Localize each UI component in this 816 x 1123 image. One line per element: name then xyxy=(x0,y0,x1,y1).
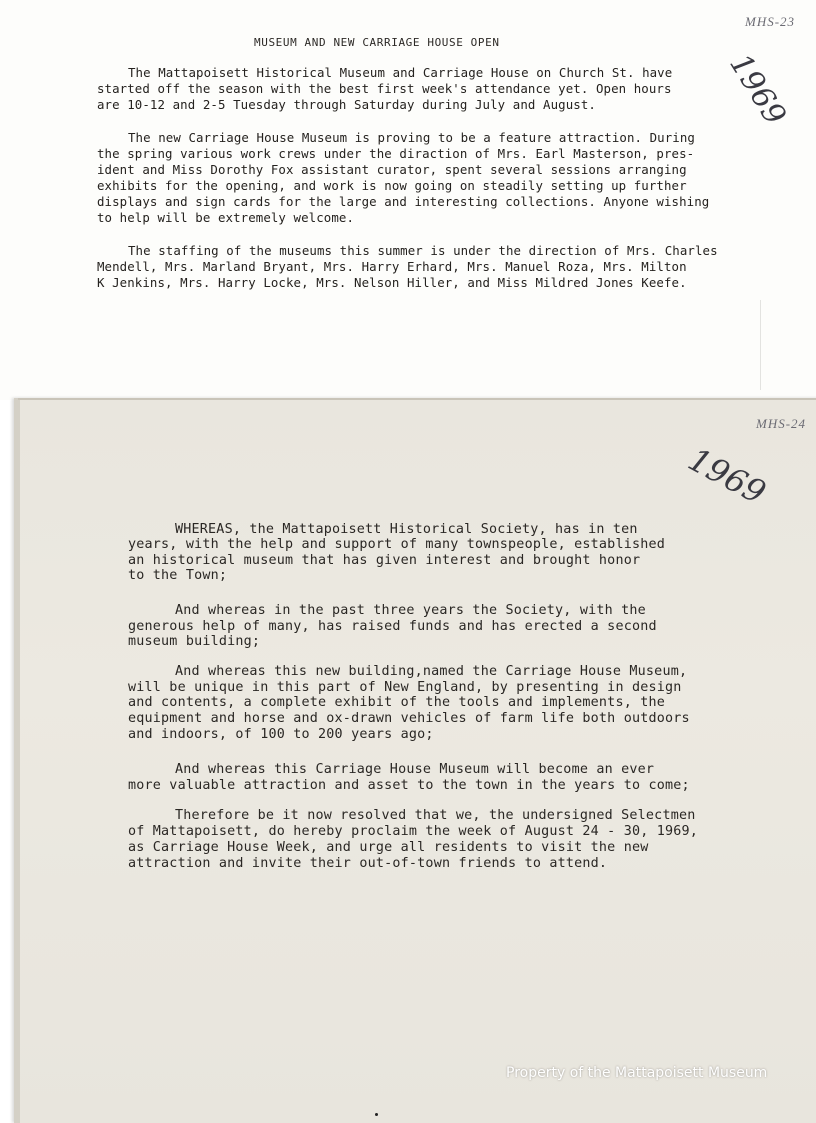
text-line: equipment and horse and ox-drawn vehicles of farm life both outdoors xyxy=(128,711,690,726)
text-line: The Mattapoisett Historical Museum and Carriage House on Church St. have xyxy=(128,65,673,80)
text-line: to the Town; xyxy=(128,568,228,583)
catalog-label-2: MHS-24 xyxy=(756,416,807,431)
catalog-label-1: MHS-23 xyxy=(745,14,796,29)
text-line: generous help of many, has raised funds and has erected a second xyxy=(128,619,657,634)
text-line: are 10-12 and 2-5 Tuesday through Saturday during July and August. xyxy=(97,97,596,112)
ink-dot xyxy=(375,1113,378,1116)
paper-crease xyxy=(760,300,761,390)
text-line: ident and Miss Dorothy Fox assistant curator, spent several sessions arranging xyxy=(97,162,687,177)
handwritten-year-2: 1969 xyxy=(682,440,772,512)
text-line: Therefore be it now resolved that we, the undersigned Selectmen xyxy=(175,808,696,823)
text-line: as Carriage House Week, and urge all residents to visit the new xyxy=(128,840,649,855)
text-line: and indoors, of 100 to 200 years ago; xyxy=(128,727,434,742)
text-line: The staffing of the museums this summer is under the direction of Mrs. Charles xyxy=(128,243,718,258)
text-line: And whereas this Carriage House Museum will become an ever xyxy=(175,762,655,777)
article-title: MUSEUM AND NEW CARRIAGE HOUSE OPEN xyxy=(254,36,500,49)
text-line: will be unique in this part of New England, by presenting in design xyxy=(128,680,682,695)
text-line: Mendell, Mrs. Marland Bryant, Mrs. Harry Erhard, Mrs. Manuel Roza, Mrs. Milton xyxy=(97,259,687,274)
text-line: exhibits for the opening, and work is now going on steadily setting up further xyxy=(97,178,687,193)
text-line: displays and sign cards for the large and interesting collections. Anyone wishing xyxy=(97,194,710,209)
handwritten-year-1: 1969 xyxy=(722,48,793,132)
text-line: museum building; xyxy=(128,634,261,649)
text-line: And whereas this new building,named the Carriage House Museum, xyxy=(175,664,688,679)
text-line: years, with the help and support of many townspeople, established xyxy=(128,537,666,552)
sheet-edge xyxy=(18,398,816,400)
text-line: of Mattapoisett, do hereby proclaim the week of August 24 - 30, 1969, xyxy=(128,824,699,839)
clipping-sheet-2 xyxy=(14,398,816,1123)
text-line: K Jenkins, Mrs. Harry Locke, Mrs. Nelson Hiller, and Miss Mildred Jones Keefe. xyxy=(97,275,687,290)
text-line: started off the season with the best first week's attendance yet. Open hours xyxy=(97,81,672,96)
text-line: The new Carriage House Museum is proving to be a feature attraction. During xyxy=(128,130,695,145)
text-line: And whereas in the past three years the Society, with the xyxy=(175,603,646,618)
text-line: more valuable attraction and asset to the town in the years to come; xyxy=(128,778,690,793)
watermark-text: Property of the Mattapoisett Museum xyxy=(506,1065,768,1081)
text-line: an historical museum that has given interest and brought honor xyxy=(128,553,641,568)
text-line: the spring various work crews under the diraction of Mrs. Earl Masterson, pres- xyxy=(97,146,695,161)
text-line: to help will be extremely welcome. xyxy=(97,210,355,225)
text-line: and contents, a complete exhibit of the tools and implements, the xyxy=(128,695,666,710)
text-line: attraction and invite their out-of-town friends to attend. xyxy=(128,856,608,871)
text-line: WHEREAS, the Mattapoisett Historical Society, has in ten xyxy=(175,522,638,537)
